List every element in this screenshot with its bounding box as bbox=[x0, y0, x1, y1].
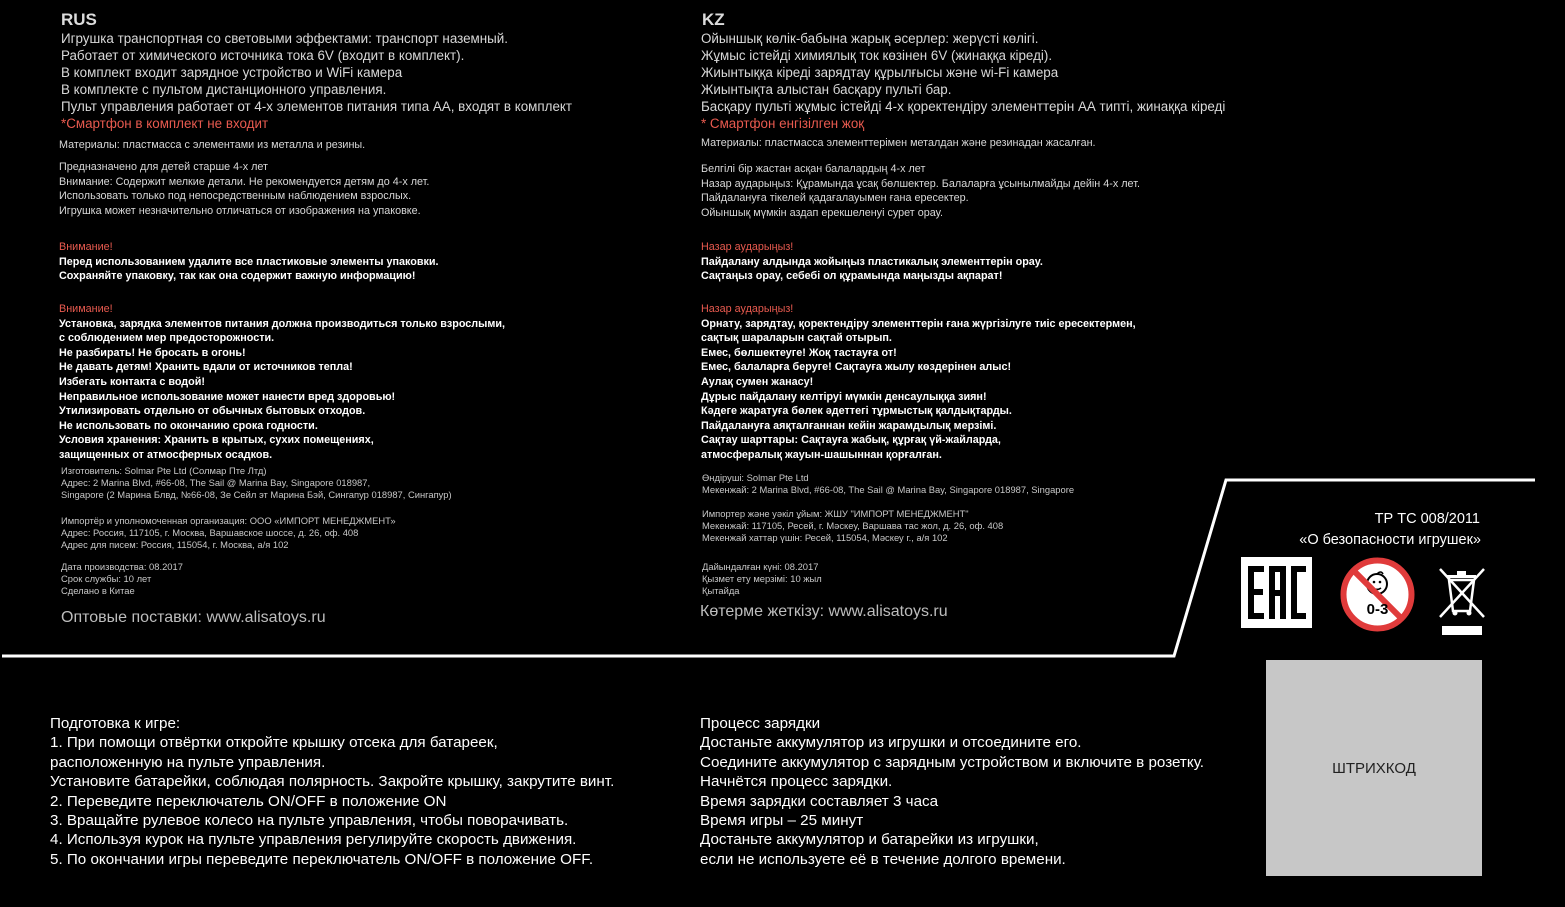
rus-age-block bbox=[59, 160, 429, 218]
rus-age-line: Внимание: Содержит мелкие детали. Не рекомендуется детям до 4-х лет. bbox=[59, 175, 430, 188]
charging-line: Время зарядки составляет 3 часа bbox=[700, 792, 939, 810]
rus-date-line: Срок службы: 10 лет bbox=[61, 573, 152, 585]
rus-warning1-title: Внимание! bbox=[59, 241, 113, 253]
charging-line: Начнётся процесс зарядки. bbox=[700, 773, 893, 791]
kz-age-line: Пайдалануға тікелей қадағалауымен ғана ересектер. bbox=[701, 192, 969, 205]
game-prep-line: Установите батарейки, соблюдая полярность. Закройте крышку, закрутите винт. bbox=[50, 773, 615, 791]
rus-age-line: Предназначено для детей старше 4-х лет bbox=[59, 161, 268, 173]
kz-intro-line: Басқару пульті жұмыс істейді 4-х қоректендіру элементтерін АА типті, жинаққа кіреді bbox=[701, 99, 1226, 114]
charging-line: Достаньте аккумулятор из игрушки и отсоедините его. bbox=[700, 734, 1082, 752]
rus-warning2-line: Не разбирать! Не бросать в огонь! bbox=[59, 346, 246, 359]
kz-warning2-line: Орнату, зарядтау, қоректендіру элементтерін ғана жүргізілуге тиіс ересектермен, bbox=[701, 317, 1136, 330]
rus-warning1 bbox=[59, 240, 439, 284]
rus-age-line: Использовать только под непосредственным наблюдением взрослых. bbox=[59, 190, 412, 203]
game-prep-line: 3. Вращайте рулевое колесо на пульте управления, чтобы поворачивать. bbox=[50, 812, 569, 830]
rus-importer-line: Адрес: Россия, 117105, г. Москва, Варшавское шоссе, д. 26, оф. 408 bbox=[61, 527, 359, 539]
rus-manufacturer-line: Адрес: 2 Marina Blvd, #66-08, The Sail @ Marina Bay, Singapore 018987, bbox=[61, 477, 371, 489]
rus-warning2-line: Установка, зарядка элементов питания должна производиться только взрослыми, bbox=[59, 317, 505, 330]
kz-warning2-line: Пайдалануға аяқталғаннан кейін жарамдылық мерзімі. bbox=[701, 419, 997, 432]
rus-warning2-line: Условия хранения: Хранить в крытых, сухих помещениях, bbox=[59, 434, 374, 447]
charging-line: Процесс зарядки bbox=[700, 715, 821, 732]
rus-warning2-line: с соблюдением мер предосторожности. bbox=[59, 332, 275, 345]
toy-safety-standard: «О безопасности игрушек» bbox=[1299, 532, 1481, 548]
kz-importer-line: Импортер және уәкіл ұйым: ЖШУ "ИМПОРТ МЕНЕДЖМЕНТ" bbox=[702, 508, 969, 519]
rus-warning2-line: Избегать контакта с водой! bbox=[59, 375, 205, 388]
rus-manufacturer-line: Singapore (2 Марина Блвд, №66-08, Зе Сейл эт Марина Бэй, Сингапур 018987, Сингапур) bbox=[61, 489, 452, 501]
eac-logo bbox=[1241, 557, 1312, 628]
rus-importer bbox=[61, 515, 396, 552]
kz-intro-line: Жұмыс істейді химиялық ток көзінен 6V (жинаққа кіреді). bbox=[701, 48, 1053, 63]
charging-line: Время игры – 25 минут bbox=[700, 812, 864, 830]
rus-warning2-line: защищенных от атмосферных осадков. bbox=[59, 448, 273, 461]
kz-warning1 bbox=[701, 240, 1043, 284]
kz-smartphone-note: * Смартфон енгізілген жоқ bbox=[701, 116, 865, 131]
kz-manufacturer-line: Өндіруші: Solmar Pte Ltd bbox=[702, 472, 809, 483]
rus-age-line: Игрушка может незначительно отличаться от изображения на упаковке. bbox=[59, 204, 421, 217]
kz-warning1-line: Пайдалану алдында жойыңыз пластикалық элементтерін орау. bbox=[701, 255, 1043, 268]
charging-line: Достаньте аккумулятор и батарейки из игрушки, bbox=[700, 831, 1039, 849]
rus-language-code: RUS bbox=[61, 10, 97, 29]
rus-manufacturer-line: Изготовитель: Solmar Pte Ltd (Солмар Пте Лтд) bbox=[61, 465, 267, 476]
barcode-label: ШТРИХКОД bbox=[1332, 759, 1416, 777]
kz-date-line: Қызмет ету мерзімі: 10 жыл bbox=[702, 573, 822, 585]
rus-importer-line: Импортёр и уполномоченная организация: ООО «ИМПОРТ МЕНЕДЖМЕНТ» bbox=[61, 515, 396, 526]
charging-instructions bbox=[700, 714, 1204, 869]
rus-manufacturer bbox=[61, 465, 452, 502]
tr-ts-code: ТР ТС 008/2011 bbox=[1374, 511, 1480, 527]
rus-warning2-line: Утилизировать отдельно от обычных бытовых отходов. bbox=[59, 405, 366, 418]
kz-dates bbox=[702, 561, 822, 598]
kz-warning2-line: Сақтау шарттары: Сақтауға жабық, құрғақ үй-жайларда, bbox=[701, 434, 1001, 447]
rus-materials: Материалы: пластмасса с элементами из металла и резины. bbox=[59, 139, 366, 151]
game-prep-line: 4. Используя курок на пульте управления регулируйте скорость движения. bbox=[50, 831, 577, 849]
kz-warning2-line: Емес, бөлшектеуге! Жоқ тастауға от! bbox=[701, 346, 897, 359]
crossed-out-bin-icon bbox=[1436, 565, 1488, 639]
eac-mark-icon bbox=[1241, 557, 1312, 628]
rus-intro-line: В комплекте с пультом дистанционного управления. bbox=[61, 82, 387, 97]
kz-age-line: Назар аударыңыз: Құрамында ұсақ бөлшектер. Балаларға ұсынылмайды дейін 4-х лет. bbox=[701, 177, 1140, 190]
kz-warning2-line: Кәдеге жаратуға бөлек әдеттегі тұрмыстық қалдықтарды. bbox=[701, 405, 1012, 418]
kz-intro-line: Ойыншық көлік-бабына жарық әсерлер: жерүсті көлігі. bbox=[701, 31, 1039, 46]
kz-importer bbox=[702, 508, 1003, 545]
rus-intro bbox=[61, 30, 572, 132]
rus-intro-line: В комплект входит зарядное устройство и WiFi камера bbox=[61, 65, 403, 80]
kz-manufacturer bbox=[702, 472, 1074, 496]
kz-age-block bbox=[701, 162, 1140, 220]
kz-warning2-title: Назар аударыңыз! bbox=[701, 303, 794, 315]
kz-intro bbox=[701, 30, 1225, 132]
game-prep-line: 2. Переведите переключатель ON/OFF в положение ON bbox=[50, 792, 447, 810]
kz-intro-line: Жиынтыққа кіреді зарядтау құрылғысы және wi-Fi камера bbox=[701, 65, 1059, 80]
rus-warning2 bbox=[59, 302, 505, 463]
kz-warning2-line: Емес, балаларға беруге! Сақтауға жылу көздерінен алыс! bbox=[701, 361, 1012, 374]
rus-date-line: Сделано в Китае bbox=[61, 585, 135, 597]
kz-warning2-line: Дұрыс пайдалану келтіруі мүмкін денсаулыққа зиян! bbox=[701, 390, 987, 403]
age-restriction-label: 0-3 bbox=[1366, 601, 1389, 618]
weee-symbol bbox=[1436, 565, 1488, 639]
kz-materials: Материалы: пластмасса элементтерімен металдан және резинадан жасалған. bbox=[701, 137, 1096, 149]
rus-intro-line: Работает от химического источника тока 6V (входит в комплект). bbox=[61, 48, 465, 63]
game-prep-line: 1. При помощи отвёртки откройте крышку отсека для батареек, bbox=[50, 734, 498, 752]
rus-warning2-line: Неправильное использование может нанести вред здоровью! bbox=[59, 390, 396, 403]
kz-warning2-line: сақтық шараларын сақтай отырып. bbox=[701, 332, 892, 345]
kz-age-line: Белгілі бір жастан асқан балалардың 4-х лет bbox=[701, 163, 926, 175]
certification-subtext bbox=[1299, 530, 1481, 551]
game-prep-line: Подготовка к игре: bbox=[50, 715, 181, 732]
game-preparation-instructions bbox=[50, 714, 614, 869]
rus-date-line: Дата производства: 08.2017 bbox=[61, 561, 183, 572]
kz-wholesale-link: Көтерме жеткізу: www.alisatoys.ru bbox=[700, 603, 948, 620]
kz-warning2 bbox=[701, 302, 1136, 463]
certification-text bbox=[1375, 509, 1480, 530]
charging-line: если не используете её в течение долгого времени. bbox=[700, 850, 1066, 868]
kz-warning1-line: Сақтаңыз орау, себебі ол құрамында маңызды ақпарат! bbox=[701, 270, 1003, 283]
kz-intro-line: Жиынтықта алыстан басқару пульті бар. bbox=[701, 82, 952, 97]
age-restriction-0-3-icon bbox=[1340, 557, 1415, 632]
kz-warning2-line: Аулақ сумен жанасу! bbox=[701, 375, 814, 388]
rus-importer-line: Адрес для писем: Россия, 115054, г. Москва, а/я 102 bbox=[61, 539, 289, 551]
rus-intro-line: Пульт управления работает от 4-х элементов питания типа АА, входят в комплект bbox=[61, 99, 573, 114]
rus-warning2-line: Не давать детям! Хранить вдали от источников тепла! bbox=[59, 361, 353, 374]
kz-manufacturer-line: Мекенжай: 2 Marina Blvd, #66-08, The Sail @ Marina Bay, Singapore 018987, Singapore bbox=[702, 484, 1075, 496]
game-prep-line: 5. По окончании игры переведите переключатель ON/OFF в положение OFF. bbox=[50, 850, 594, 868]
kz-importer-line: Мекенжай хаттар үшін: Ресей, 115054, Мәскеу г., а/я 102 bbox=[702, 532, 948, 544]
kz-date-line: Дайындалған күні: 08.2017 bbox=[702, 561, 819, 572]
rus-dates bbox=[61, 561, 183, 598]
kz-date-line: Қытайда bbox=[702, 585, 740, 597]
rus-warning1-line: Сохраняйте упаковку, так как она содержит важную информацию! bbox=[59, 270, 416, 283]
rus-warning1-line: Перед использованием удалите все пластиковые элементы упаковки. bbox=[59, 255, 439, 268]
kz-language-code: KZ bbox=[702, 10, 725, 29]
age-restriction-symbol bbox=[1340, 557, 1415, 632]
kz-importer-line: Мекенжай: 117105, Ресей, г. Мәскеу, Варшава тас жол, д. 26, оф. 408 bbox=[702, 520, 1004, 532]
charging-line: Соедините аккумулятор с зарядным устройством и включите в розетку. bbox=[700, 753, 1204, 771]
kz-warning2-line: атмосфералық жауын-шашыннан қорғалған. bbox=[701, 448, 942, 461]
rus-warning2-line: Не использовать по окончанию срока годности. bbox=[59, 419, 318, 432]
rus-warning2-title: Внимание! bbox=[59, 303, 113, 315]
rus-wholesale-link: Оптовые поставки: www.alisatoys.ru bbox=[61, 609, 326, 626]
rus-smartphone-note: *Смартфон в комплект не входит bbox=[61, 116, 269, 131]
rus-intro-line: Игрушка транспортная со световыми эффектами: транспорт наземный. bbox=[61, 31, 508, 46]
kz-warning1-title: Назар аударыңыз! bbox=[701, 241, 794, 253]
kz-age-line: Ойыншық мүмкін аздап ерекшеленуі сурет орау. bbox=[701, 206, 943, 219]
barcode-placeholder bbox=[1266, 660, 1482, 876]
game-prep-line: расположенную на пульте управления. bbox=[50, 753, 326, 771]
